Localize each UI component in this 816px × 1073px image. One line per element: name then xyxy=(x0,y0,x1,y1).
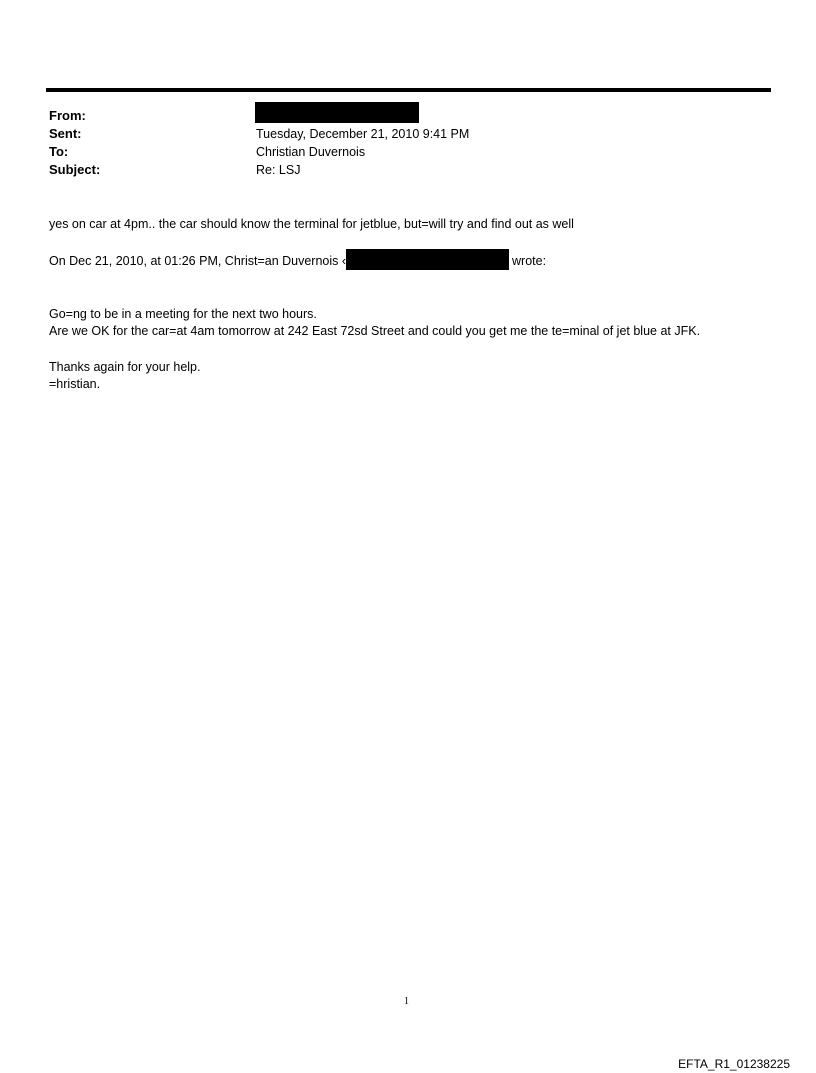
from-label: From: xyxy=(49,108,86,123)
quoted-line-3: Thanks again for your help. xyxy=(49,360,201,374)
sent-value: Tuesday, December 21, 2010 9:41 PM xyxy=(256,127,470,141)
quote-prefix: On Dec 21, 2010, at 01:26 PM, Christ=an Duvernois ‹ xyxy=(49,254,347,268)
email-header xyxy=(49,107,749,179)
document-id: EFTA_R1_01238225 xyxy=(678,1057,790,1071)
quoted-line-2: Are we OK for the car=at 4am tomorrow at 242 East 72sd Street and could you get me the te=minal of jet blue at JFK. xyxy=(49,324,701,338)
quoted-line-1: Go=ng to be in a meeting for the next two hours. xyxy=(49,307,317,321)
reply-text: yes on car at 4pm.. the car should know the terminal for jetblue, but=will try and find out as well xyxy=(49,217,574,231)
subject-label: Subject: xyxy=(49,162,101,177)
sent-row xyxy=(49,125,749,143)
header-rule xyxy=(46,88,771,92)
redaction-block xyxy=(255,102,419,123)
subject-row xyxy=(49,161,749,179)
quoted-line-4: =hristian. xyxy=(49,377,101,391)
from-row xyxy=(49,107,749,125)
redaction-block xyxy=(346,249,509,270)
quote-suffix: wrote: xyxy=(512,254,547,268)
subject-value: Re: LSJ xyxy=(256,163,301,177)
to-value: Christian Duvernois xyxy=(256,145,366,159)
sent-label: Sent: xyxy=(49,126,82,141)
to-label: To: xyxy=(49,144,69,159)
to-row xyxy=(49,143,749,161)
quote-header xyxy=(49,253,546,270)
page-number: 1 xyxy=(404,996,409,1007)
